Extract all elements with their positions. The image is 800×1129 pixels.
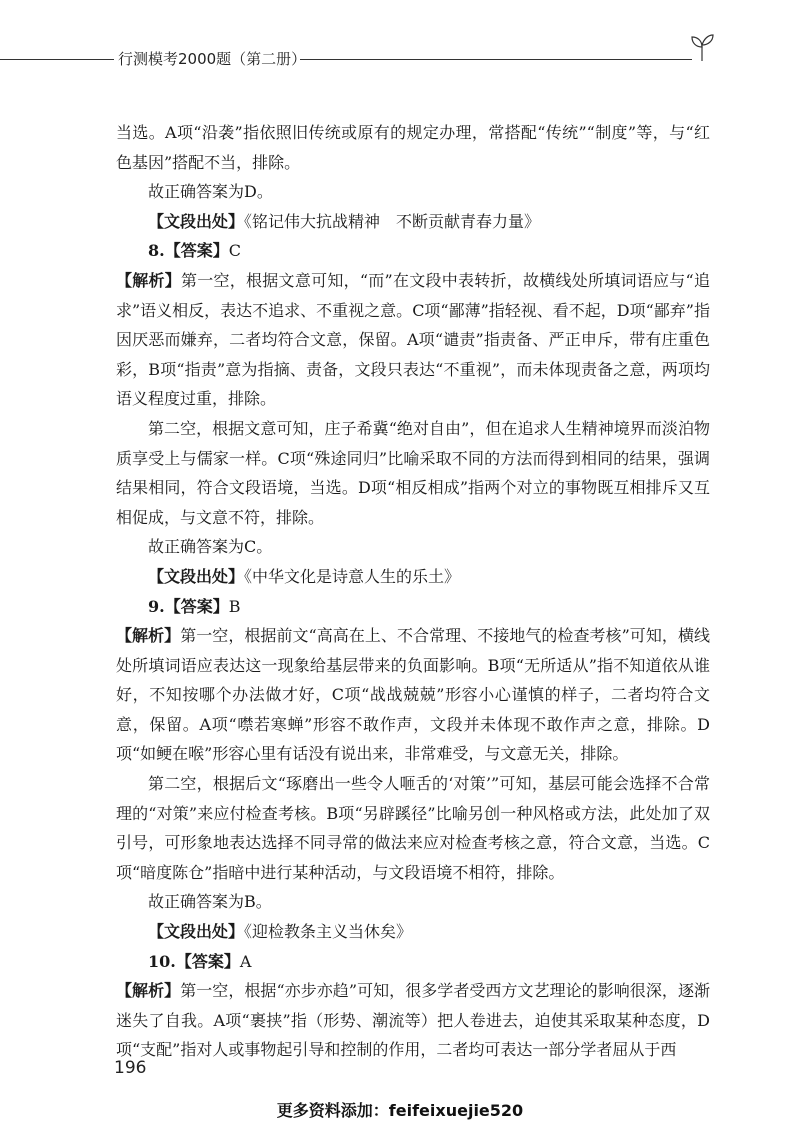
- paragraph-text: 第二空，根据文意可知，庄子希冀“绝对自由”，但在追求人生精神境界而淡泊物质享受上与儒家一样。C项“殊途同归”比喻采取不同的方法而得到相同的结果，强调结果相同，符合文段语境，当选。D项“相反相成”指两个对立的事物既互相排斥又互相促成，与文意不符，排除。: [116, 418, 710, 527]
- paragraph-text: C: [228, 241, 241, 261]
- paragraph-label: 9.【答案】: [148, 596, 229, 616]
- header-title: 行测模考2000题（第二册）: [118, 50, 307, 68]
- paragraph: [116, 414, 710, 532]
- paragraph-text: 当选。A项“沿袭”指依照旧传统或原有的规定办理，常搭配“传统”“制度”等，与“红色基因”搭配不当，排除。: [116, 123, 710, 172]
- paragraph: [116, 207, 710, 237]
- paragraph-text: 《中华文化是诗意人生的乐土》: [244, 566, 461, 586]
- paragraph: [116, 947, 710, 977]
- page-body: [116, 118, 710, 1065]
- paragraph-text: 故正确答案为D。: [148, 182, 273, 202]
- paragraph-text: 第二空，根据后文“琢磨出一些令人咂舌的‘对策’”可知，基层可能会选择不合常理的“对策”来应付检查考核。B项“另辟蹊径”比喻另创一种风格或方法，此处加了双引号，可形象地表达选择不同寻常的做法来应对检查考核之意，符合文意，当选。C项“暗度陈仓”指暗中进行某种活动，与文段语境不相符，排除。: [116, 774, 710, 882]
- paragraph: [116, 592, 710, 622]
- paragraph-text: 第一空，根据前文“高高在上、不合常理、不接地气的检查考核”可知，横线处所填词语应表达这一现象给基层带来的负面影响。B项“无所适从”指不知道依从谁好，不知按哪个办法做才好，C项“战战兢兢”形容小心谨慎的样子，二者均符合文意，保留。A项“噤若寒蝉”形容不敢作声，文段并未体现不敢作声之意，排除。D项“如鲠在喉”形容心里有话没有说出来，非常难受，与文意无关，排除。: [116, 626, 710, 764]
- paragraph: [116, 769, 710, 887]
- paragraph: [116, 887, 710, 917]
- paragraph: [116, 177, 710, 207]
- sprout-icon: [690, 32, 714, 62]
- paragraph-label: 8.【答案】: [148, 241, 229, 261]
- paragraph-text: 第一空，根据“亦步亦趋”可知，很多学者受西方文艺理论的影响很深，逐渐迷失了自我。A项“裹挟”指（形势、潮流等）把人卷进去，迫使其采取某种态度，D项“支配”指对人或事物起引导和控制的作用，二者均可表达一部分学者屈从于西: [116, 981, 710, 1060]
- paragraph-text: B: [228, 596, 241, 616]
- paragraph: [116, 236, 710, 266]
- paragraph-label: 【解析】: [116, 981, 181, 1001]
- paragraph: [116, 562, 710, 592]
- paragraph-text: A: [239, 951, 252, 971]
- footer-note: 更多资料添加：feifeixuejie520: [276, 1101, 524, 1120]
- paragraph-text: 故正确答案为C。: [148, 537, 273, 557]
- paragraph-text: 故正确答案为B。: [148, 892, 272, 912]
- paragraph: [116, 532, 710, 562]
- paragraph: [116, 266, 710, 414]
- paragraph-text: 第一空，根据文意可知，“而”在文段中表转折，故横线处所填词语应与“追求”语义相反，表达不追求、不重视之意。C项“鄙薄”指轻视、看不起，D项“鄙弃”指因厌恶而嫌弃，二者均符合文意，保留。A项“谴责”指责备、严正申斥，带有庄重色彩，B项“指责”意为指摘、责备，文段只表达“不重视”，而未体现责备之意，两项均语义程度过重，排除。: [116, 270, 710, 409]
- header-rule-right: [300, 59, 692, 60]
- running-header: [0, 48, 800, 76]
- paragraph: [116, 917, 710, 947]
- paragraph: [116, 976, 710, 1065]
- paragraph-label: 【解析】: [116, 626, 181, 646]
- paragraph-text: 《迎检教条主义当休矣》: [244, 922, 413, 942]
- paragraph: [116, 118, 710, 177]
- page-number: 196: [114, 1058, 147, 1078]
- paragraph-label: 【文段出处】: [148, 566, 245, 586]
- paragraph: [116, 621, 710, 769]
- paragraph-label: 【文段出处】: [148, 922, 245, 942]
- paragraph-text: 《铭记伟大抗战精神 不断贡献青春力量》: [244, 211, 541, 231]
- paragraph-label: 10.【答案】: [148, 951, 240, 971]
- paragraph-label: 【文段出处】: [148, 211, 245, 231]
- paragraph-label: 【解析】: [116, 270, 182, 290]
- header-rule-left: [0, 59, 114, 60]
